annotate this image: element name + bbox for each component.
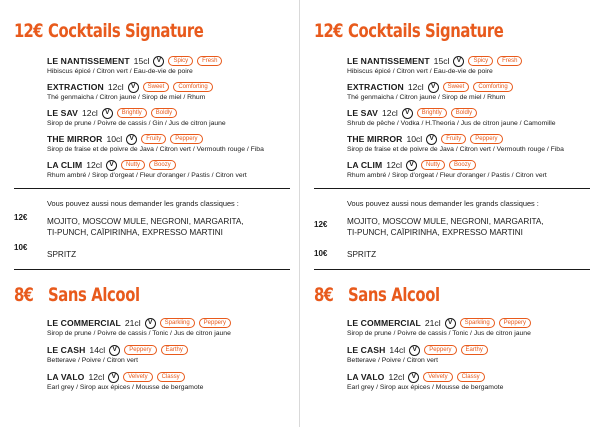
menu-page-right [300, 0, 600, 427]
flavor-tag: Fresh [497, 56, 522, 66]
drink-description: Earl grey / Sirop aux épices / Mousse de bergamote [47, 384, 204, 391]
drink-description: Thé genmaicha / Citron jaune / Sirop de miel / Rhum [347, 94, 506, 101]
drink-name: LE NANTISSEMENT [347, 56, 430, 66]
menu-item-header [47, 107, 297, 119]
drink-name: LE NANTISSEMENT [47, 56, 130, 66]
flavor-tag: Earthy [461, 345, 488, 355]
drink-description: Hibiscus épicé / Citron vert / Eau-de-vie de poire [347, 68, 493, 75]
classics-price-12: 12€ [14, 213, 28, 222]
menu-item-header [347, 55, 597, 67]
section-rule [314, 269, 590, 270]
vegan-badge-icon: V [426, 134, 437, 145]
vegan-badge-icon: V [428, 82, 439, 93]
menu-item-header [347, 159, 597, 171]
drink-description: Sirop de prune / Poivre de cassis / Gin / Jus de citron jaune [47, 120, 226, 127]
drink-volume: 15cl [433, 56, 450, 66]
drink-volume: 12cl [386, 160, 402, 170]
flavor-tag: Spicy [468, 56, 493, 66]
menu-item [347, 371, 597, 391]
menu-item [47, 344, 297, 364]
vegan-badge-icon: V [145, 318, 156, 329]
drink-volume: 21cl [424, 318, 441, 328]
flavor-tag: Classy [457, 372, 485, 382]
drink-name: LE SAV [347, 108, 379, 118]
drink-volume: 12cl [382, 108, 398, 118]
sans-alcool-title: Sans Alcool [48, 284, 140, 306]
sans-alcool-price: 8€ [314, 284, 334, 306]
drink-description: Sirop de prune / Poivre de cassis / Tonic / Jus de citron jaune [47, 330, 231, 337]
flavor-tag: Comforting [173, 82, 212, 92]
drink-volume: 12cl [388, 372, 405, 382]
drink-name: EXTRACTION [347, 82, 404, 92]
flavor-tag: Fruity [141, 134, 166, 144]
drink-description: Rhum ambré / Sirop d'orgeat / Fleur d'oranger / Pastis / Citron vert [47, 172, 247, 179]
flavor-tag: Peppery [499, 318, 531, 328]
menu-item-header [47, 159, 297, 171]
flavor-tag: Boldly [451, 108, 477, 118]
flavor-tag: Fruity [441, 134, 466, 144]
drink-volume: 15cl [133, 56, 150, 66]
drink-volume: 10cl [106, 134, 123, 144]
menu-item [347, 55, 597, 75]
classics-price-10: 10€ [314, 249, 328, 258]
drink-name: THE MIRROR [347, 134, 403, 144]
menu-item [347, 133, 597, 153]
classics-line-1: MOJITO, MOSCOW MULE, NEGRONI, MARGARITA, [47, 217, 244, 226]
classics-line-3: SPRITZ [47, 250, 77, 259]
drink-description: Betterave / Poivre / Citron vert [47, 357, 139, 364]
drink-description: Earl grey / Sirop aux épices / Mousse de bergamote [347, 384, 504, 391]
cocktails-header [314, 20, 547, 42]
drink-name: LE SAV [47, 108, 79, 118]
drink-name: LA VALO [47, 372, 85, 382]
flavor-tag: Velvety [423, 372, 452, 382]
flavor-tag: Brightly [117, 108, 147, 118]
drink-description: Sirop de fraise et de poivre de Java / Citron vert / Vermouth rouge / Fiba [347, 146, 564, 153]
cocktails-title: Cocktails Signature [348, 20, 504, 42]
menu-item-header [347, 133, 597, 145]
classics-price-12: 12€ [314, 220, 328, 229]
flavor-tag: Fresh [197, 56, 222, 66]
menu-item [347, 81, 597, 101]
drink-name: LE COMMERCIAL [47, 318, 121, 328]
menu-item-header [347, 317, 597, 329]
menu-item-header [347, 344, 597, 356]
flavor-tag: Sweet [443, 82, 470, 92]
flavor-tag: Boozy [149, 160, 176, 170]
menu-item-header [47, 371, 297, 383]
menu-item [47, 55, 297, 75]
cocktails-price: 12€ [14, 20, 43, 42]
drink-name: EXTRACTION [47, 82, 104, 92]
section-rule [314, 188, 590, 189]
vegan-badge-icon: V [106, 160, 117, 171]
cocktails-header [14, 20, 247, 42]
flavor-tag: Sparkling [460, 318, 495, 328]
cocktails-title: Cocktails Signature [48, 20, 204, 42]
menu-item [47, 159, 297, 179]
vegan-badge-icon: V [153, 56, 164, 67]
flavor-tag: Comforting [473, 82, 512, 92]
drink-volume: 12cl [88, 372, 105, 382]
sans-alcool-header [314, 284, 466, 306]
flavor-tag: Boozy [449, 160, 476, 170]
menu-item-header [47, 133, 297, 145]
drink-volume: 14cl [389, 345, 406, 355]
menu-item-header [347, 107, 597, 119]
section-rule [14, 188, 290, 189]
drink-description: Shrub de pêche / Vodka / H.Theoria / Jus de citron jaune / Camomille [347, 120, 556, 127]
menu-item-header [47, 344, 297, 356]
menu-item [347, 107, 597, 127]
flavor-tag: Peppery [199, 318, 231, 328]
flavor-tag: Peppery [424, 345, 456, 355]
drink-volume: 14cl [89, 345, 106, 355]
drink-name: LE COMMERCIAL [347, 318, 421, 328]
vegan-badge-icon: V [406, 160, 417, 171]
vegan-badge-icon: V [409, 345, 420, 356]
menu-item-header [47, 317, 297, 329]
classics-line-3: SPRITZ [347, 250, 377, 259]
flavor-tag: Nutty [421, 160, 445, 170]
drink-volume: 12cl [86, 160, 102, 170]
classics-intro: Vous pouvez aussi nous demander les grands classiques : [47, 199, 239, 208]
flavor-tag: Peppery [124, 345, 156, 355]
flavor-tag: Sparkling [160, 318, 195, 328]
vegan-badge-icon: V [102, 108, 113, 119]
flavor-tag: Earthy [161, 345, 188, 355]
flavor-tag: Velvety [123, 372, 152, 382]
menu-item [47, 81, 297, 101]
drink-description: Betterave / Poivre / Citron vert [347, 357, 439, 364]
section-rule [14, 269, 290, 270]
drink-volume: 12cl [82, 108, 98, 118]
drink-volume: 12cl [107, 82, 124, 92]
drink-volume: 12cl [407, 82, 424, 92]
classics-intro: Vous pouvez aussi nous demander les grands classiques : [347, 199, 539, 208]
menu-item [47, 133, 297, 153]
menu-item [47, 371, 297, 391]
menu-item-header [47, 55, 297, 67]
vegan-badge-icon: V [126, 134, 137, 145]
flavor-tag: Brightly [417, 108, 447, 118]
menu-item [347, 317, 597, 337]
menu-item [347, 159, 597, 179]
drink-name: LA CLIM [47, 160, 83, 170]
classics-line-2: TI-PUNCH, CAÏPIRINHA, EXPRESSO MARTINI [47, 228, 223, 237]
menu-item-header [347, 81, 597, 93]
sans-alcool-price: 8€ [14, 284, 34, 306]
sans-alcool-header [14, 284, 166, 306]
menu-item [47, 107, 297, 127]
vegan-badge-icon: V [402, 108, 413, 119]
sans-alcool-title: Sans Alcool [348, 284, 440, 306]
drink-name: THE MIRROR [47, 134, 103, 144]
menu-item [347, 344, 597, 364]
drink-description: Rhum ambré / Sirop d'orgeat / Fleur d'oranger / Pastis / Citron vert [347, 172, 547, 179]
vegan-badge-icon: V [108, 372, 119, 383]
flavor-tag: Peppery [170, 134, 202, 144]
drink-volume: 10cl [406, 134, 423, 144]
vegan-badge-icon: V [128, 82, 139, 93]
vegan-badge-icon: V [408, 372, 419, 383]
flavor-tag: Spicy [168, 56, 193, 66]
classics-line-1: MOJITO, MOSCOW MULE, NEGRONI, MARGARITA, [347, 217, 544, 226]
flavor-tag: Peppery [470, 134, 502, 144]
cocktails-price: 12€ [314, 20, 343, 42]
flavor-tag: Boldly [151, 108, 177, 118]
drink-description: Sirop de prune / Poivre de cassis / Tonic / Jus de citron jaune [347, 330, 531, 337]
menu-item-header [47, 81, 297, 93]
drink-name: LA VALO [347, 372, 385, 382]
classics-price-10: 10€ [14, 243, 28, 252]
menu-item-header [347, 371, 597, 383]
flavor-tag: Nutty [121, 160, 145, 170]
flavor-tag: Classy [157, 372, 185, 382]
drink-description: Hibiscus épicé / Citron vert / Eau-de-vie de poire [47, 68, 193, 75]
vegan-badge-icon: V [445, 318, 456, 329]
classics-line-2: TI-PUNCH, CAÏPIRINHA, EXPRESSO MARTINI [347, 228, 523, 237]
drink-name: LA CLIM [347, 160, 383, 170]
drink-description: Thé genmaicha / Citron jaune / Sirop de miel / Rhum [47, 94, 206, 101]
drink-volume: 21cl [124, 318, 141, 328]
menu-item [47, 317, 297, 337]
drink-name: LE CASH [47, 345, 86, 355]
flavor-tag: Sweet [143, 82, 170, 92]
drink-description: Sirop de fraise et de poivre de Java / Citron vert / Vermouth rouge / Fiba [47, 146, 264, 153]
vegan-badge-icon: V [453, 56, 464, 67]
drink-name: LE CASH [347, 345, 386, 355]
vegan-badge-icon: V [109, 345, 120, 356]
